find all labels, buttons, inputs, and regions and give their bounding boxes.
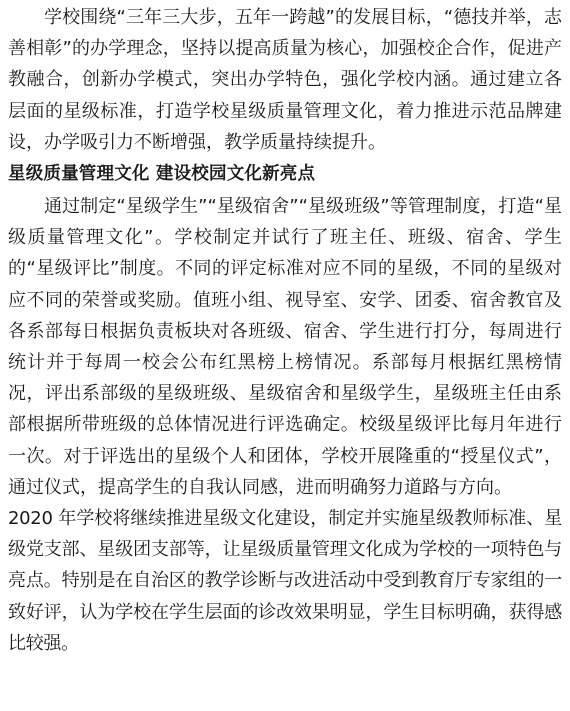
body-paragraph: 通过制定“星级学生”“星级宿舍”“星级班级”等管理制度，打造“星级质量管理文化”。学校制定并试行了班主任、班级、宿舍、学生的“星级评比”制度。不同的评定标准对应不同的星级，不同的星级对应不同的荣誉或奖励。值班小组、视导室、安学、团委、宿舍教官及各系部每日根据负责板块对各班级、宿舍、学生进行打分，每周进行统计并于每周一校会公布红黑榜上榜情况。系部每月根据红黑榜情况，评出系部级的星级班级、星级宿舍和星级学生，星级班主任由系部根据所带班级的总体情况进行评选确定。校级星级评比每月年进行一次。对于评选出的星级个人和团体，学校开展隆重的“授星仪式”，通过仪式，提高学生的自我认同感，进而明确努力道路与方向。	[8, 196, 562, 498]
section-heading: 星级质量管理文化 建设校园文化新亮点	[8, 164, 316, 185]
intro-paragraph: 学校围绕“三年三大步，五年一跨越”的发展目标，“德技并举，志善相彰”的办学理念，坚持以提高质量为核心，加强校企合作，促进产教融合，创新办学模式，突出办学特色，强化学校内涵。通过建立各层面的星级标准，打造学校星级质量管理文化，着力推进示范品牌建设，办学吸引力不断增强，教学质量持续提升。	[8, 7, 562, 153]
plan-paragraph: 2020 年学校将继续推进星级文化建设，制定并实施星级教师标准、星级党支部、星级团支部等，让星级质量管理文化成为学校的一项特色与亮点。特别是在自治区的教学诊断与改进活动中受到教育厅专家组的一致好评，认为学校在学生层面的诊改效果明显，学生目标明确，获得感比较强。	[8, 508, 562, 654]
